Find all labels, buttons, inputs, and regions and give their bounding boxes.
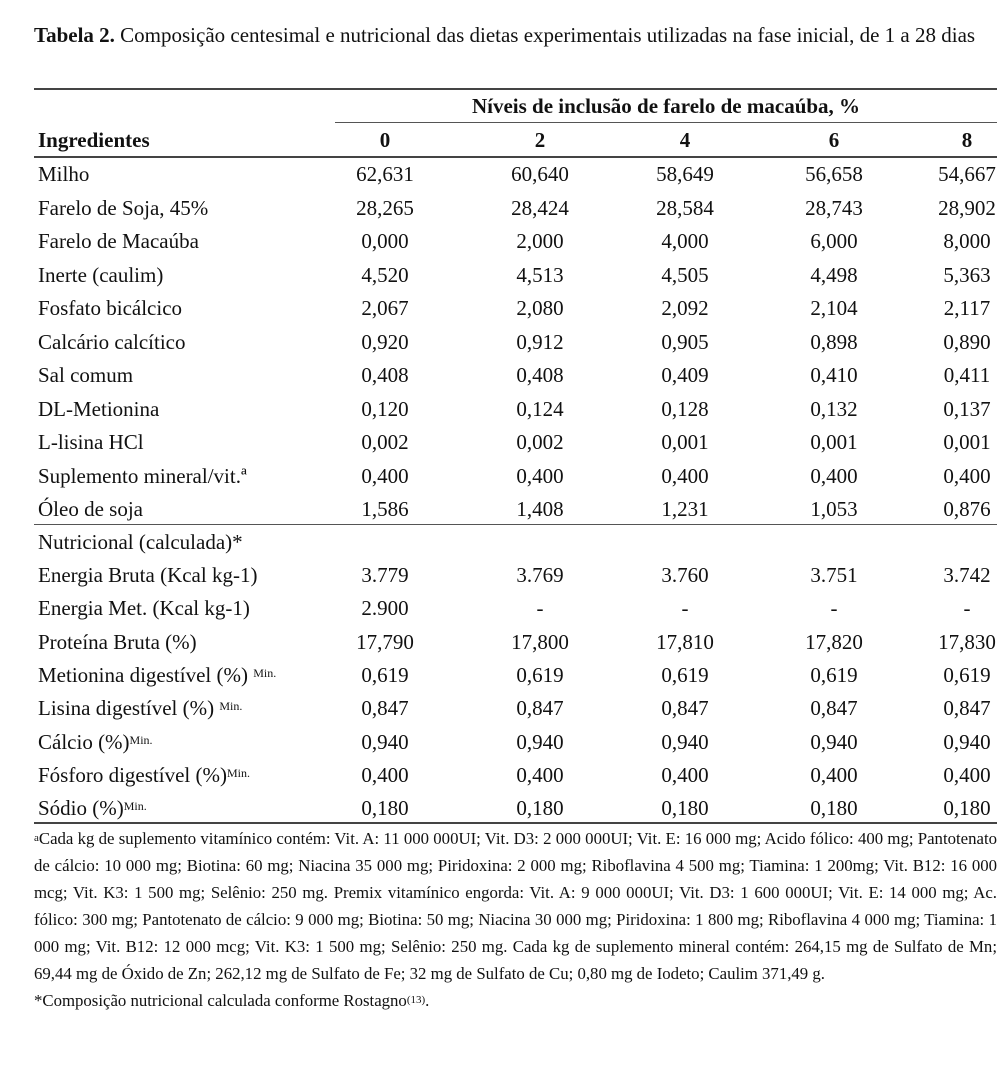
table-cell: 3.779: [361, 563, 409, 587]
table-cell: 1,586: [361, 497, 409, 521]
row-label-text: Suplemento mineral/vit.ª: [38, 463, 247, 488]
row-label-text: Calcário calcítico: [38, 329, 186, 354]
table-cell: 8,000: [943, 229, 991, 253]
top-rule: [34, 88, 997, 90]
table-row: [34, 225, 997, 258]
row-label-text: Fósforo digestível (%): [38, 762, 227, 787]
table-cell: 0,180: [943, 796, 991, 821]
row-label: [38, 292, 182, 325]
table-cell: 17,800: [511, 629, 569, 654]
row-label-text: Farelo de Macaúba: [38, 229, 199, 253]
table-cell: 0,410: [810, 363, 858, 387]
table-cell: 0,132: [810, 396, 858, 421]
row-label-text: Milho: [38, 162, 90, 186]
table-cell: 28,743: [805, 195, 863, 220]
table-cell: 1,408: [516, 497, 564, 521]
table-cell: -: [830, 596, 838, 621]
row-label: [38, 759, 250, 792]
table-row: [34, 259, 997, 292]
table-cell: 0,180: [516, 796, 564, 821]
table-cell: 4,520: [361, 262, 409, 287]
table-cell: 2,000: [516, 229, 564, 253]
table-cell: 0,120: [361, 396, 409, 421]
table-cell: 0,400: [361, 762, 409, 787]
row-label: [38, 359, 133, 392]
table-cell: 0,940: [943, 729, 991, 754]
row-label: [38, 792, 147, 825]
col-header-2: 2: [534, 128, 546, 152]
table-cell: 0,940: [516, 729, 564, 754]
table-cell: 0,180: [810, 796, 858, 821]
row-label: [38, 592, 250, 625]
row-label-text: DL-Metionina: [38, 396, 160, 421]
table-cell: 0,128: [661, 396, 709, 421]
table-cell: 0,876: [943, 497, 991, 521]
table-cell: 3.751: [810, 563, 858, 587]
row-header-ingredientes: Ingredientes: [38, 128, 150, 152]
table-cell: 0,400: [516, 762, 564, 787]
footnote-star-ref: (13): [406, 994, 426, 1006]
table-cell: -: [681, 596, 689, 621]
row-label-text: Proteína Bruta (%): [38, 629, 197, 654]
table-row: [34, 559, 997, 592]
table-cell: 0,847: [361, 696, 409, 721]
row-label-superscript: Min.: [129, 732, 153, 747]
table-cell: 17,830: [938, 629, 996, 654]
table-cell: 17,810: [656, 629, 714, 654]
table-cell: 0,619: [661, 662, 709, 687]
table-cell: 0,000: [361, 229, 409, 253]
table-cell: 0,180: [361, 796, 409, 821]
table-cell: 5,363: [943, 262, 991, 287]
table-cell: 17,790: [356, 629, 414, 654]
footnote-a-text: Cada kg de suplemento vitamínico contém: Vit. A: 11 000 000UI; Vit. D3: 2 000 000UI; Vit. E: 16 000 mg; Acido fólico: 400 mg; Pantotenato de cálcio: 10 000 mg; Biotina: 60 mg; Niacina 35 000 mg; Piridoxina: 2 000 mg; Riboflavina 4 500 mg; Tiamina: 1 200mg; Vit. B12: 16 000 mcg; Vit. K3: 1 500 mg; Selênio: 250 mg. Premix vitamínico engorda: Vit. A: 9 000 000UI; Vit. D3: 1 600 000UI; Vit. E: 14 000 mg; Ac. fólico: 300 mg; Pantotenato de cálcio: 9 000 mg; Biotina: 50 mg; Niacina 30 000 mg; Piridoxina: 1 800 mg; Riboflavina 4 000 mg; Tiamina: 1 000 mg; Vit. B12: 12 000 mcg; Vit. K3: 1 500 mg; Selênio: 250 mg. Cada kg de suplemento mineral contém: 264,15 mg de Sulfato de Mn; 69,44 mg de Óxido de Zn; 262,12 mg de Sulfato de Fe; 32 mg de Sulfato de Cu; 0,80 mg de Iodeto; Caulim 371,49 g.: [34, 829, 997, 983]
row-label: [38, 559, 257, 592]
table-cell: 0,409: [661, 363, 709, 387]
table-cell: 2,080: [516, 296, 564, 320]
footnote-a: [34, 825, 997, 987]
table-row: [34, 692, 997, 725]
row-label: [38, 158, 89, 191]
table-row: [34, 493, 997, 526]
table-row: [34, 326, 997, 359]
table-cell: 3.769: [516, 563, 564, 587]
table-cell: 0,408: [516, 363, 564, 387]
table-row: [34, 460, 997, 493]
row-label: [38, 726, 153, 759]
table-cell: 0,619: [810, 662, 858, 687]
table-bottom-rule: [34, 822, 997, 824]
footnote-star-end: .: [425, 991, 430, 1010]
row-label-text: Energia Bruta (Kcal kg-1): [38, 563, 258, 587]
table-cell: 3.760: [661, 563, 709, 587]
row-label-text: L-lisina HCl: [38, 430, 144, 454]
table-cell: 4,498: [810, 262, 858, 287]
table-cell: 60,640: [511, 162, 569, 186]
table-cell: 28,265: [356, 195, 414, 220]
row-label: [38, 326, 186, 359]
table-cell: 3.742: [943, 563, 991, 587]
table-cell: 62,631: [356, 162, 414, 186]
row-label-text: Metionina digestível (%): [38, 662, 254, 687]
table-cell: 6,000: [810, 229, 858, 253]
table-cell: 0,847: [661, 696, 709, 721]
col-header-0: 0: [379, 128, 391, 152]
table-cell: 0,400: [516, 463, 564, 488]
row-label-text: Fosfato bicálcico: [38, 296, 183, 320]
nutritional-header-label: Nutricional (calculada)*: [38, 530, 243, 554]
table-caption: [34, 20, 997, 51]
table-cell: 0,124: [516, 396, 564, 421]
table-cell: 54,667: [938, 162, 996, 186]
table-cell: 0,001: [943, 430, 991, 454]
row-label: [38, 692, 242, 725]
footnotes: [34, 825, 997, 1014]
table-cell: 0,619: [361, 662, 409, 687]
row-label-superscript: Min.: [123, 799, 147, 814]
nutritional-section-header: [34, 526, 997, 559]
table-cell: 0,400: [943, 762, 991, 787]
table-row: [34, 792, 997, 825]
table-cell: 0,411: [943, 363, 991, 387]
table-row: [34, 626, 997, 659]
row-label-text: Sal comum: [38, 363, 134, 387]
table-cell: -: [536, 596, 544, 621]
table-row: [34, 726, 997, 759]
table-row: [34, 426, 997, 459]
table-cell: 2,067: [361, 296, 409, 320]
caption-label: Tabela 2.: [34, 23, 115, 47]
table-cell: 0,408: [361, 363, 409, 387]
row-label-superscript: Min.: [253, 665, 277, 680]
table-cell: 0,002: [516, 430, 564, 454]
table-cell: 0,400: [810, 463, 858, 488]
table-cell: 28,584: [656, 195, 714, 220]
row-label: [38, 225, 199, 258]
table-row: [34, 158, 997, 191]
col-header-8: 8: [961, 128, 973, 152]
table-cell: 0,940: [661, 729, 709, 754]
table-cell: 0,847: [516, 696, 564, 721]
row-label: [38, 192, 208, 225]
table-cell: 17,820: [805, 629, 863, 654]
table-cell: 0,619: [516, 662, 564, 687]
table-cell: 0,400: [943, 463, 991, 488]
table-cell: 0,905: [661, 329, 709, 354]
table-cell: -: [963, 596, 971, 621]
table-cell: 0,847: [943, 696, 991, 721]
table-cell: 0,890: [943, 329, 991, 354]
table-row: [34, 393, 997, 426]
table-header-row: [34, 125, 997, 155]
row-label-text: Lisina digestível (%): [38, 696, 220, 721]
group-header-rule: [335, 122, 997, 123]
row-label: [38, 659, 276, 692]
column-group-header: Níveis de inclusão de farelo de macaúba, %: [471, 94, 861, 118]
row-label: [38, 393, 159, 426]
footnote-a-marker: a: [34, 832, 39, 844]
section-rule: [34, 524, 997, 525]
table-cell: 2,104: [810, 296, 858, 320]
row-label: [38, 426, 144, 459]
row-label-text: Inerte (caulim): [38, 262, 164, 287]
row-label-text: Farelo de Soja, 45%: [38, 195, 209, 220]
table-cell: 56,658: [805, 162, 863, 186]
row-label-text: Cálcio (%): [38, 729, 130, 754]
footnote-star: [34, 987, 997, 1014]
row-label-text: Energia Met. (Kcal kg-1): [38, 596, 250, 621]
row-label-superscript: Min.: [219, 699, 243, 714]
table-cell: 0,898: [810, 329, 858, 354]
table-cell: 0,400: [661, 762, 709, 787]
table-row: [34, 292, 997, 325]
table-row: [34, 759, 997, 792]
table-cell: 0,137: [943, 396, 991, 421]
col-header-6: 6: [828, 128, 840, 152]
table-cell: 0,619: [943, 662, 991, 687]
row-label: [38, 259, 163, 292]
row-label: [38, 460, 247, 493]
table-cell: 4,513: [516, 262, 564, 287]
table-cell: 2.900: [361, 596, 409, 621]
table-cell: 0,180: [661, 796, 709, 821]
table-cell: 0,940: [810, 729, 858, 754]
table-cell: 0,847: [810, 696, 858, 721]
table-cell: 2,092: [661, 296, 709, 320]
row-label-text: Óleo de soja: [38, 497, 143, 521]
table-cell: 0,920: [361, 329, 409, 354]
table-cell: 4,000: [661, 229, 709, 253]
table-cell: 1,231: [661, 497, 709, 521]
table-cell: 4,505: [661, 262, 709, 287]
row-label-text: Sódio (%): [38, 796, 124, 821]
caption-text: Composição centesimal e nutricional das dietas experimentais utilizadas na fase inicial, de 1 a 28 dias: [114, 23, 976, 47]
table-cell: 28,424: [511, 195, 569, 220]
table-cell: 2,117: [943, 296, 991, 320]
table-cell: 0,001: [661, 430, 709, 454]
table-cell: 0,912: [516, 329, 564, 354]
table-cell: 0,001: [810, 430, 858, 454]
row-label: [38, 493, 143, 526]
table-cell: 58,649: [656, 162, 714, 186]
table-cell: 28,902: [938, 195, 996, 220]
table-row: [34, 359, 997, 392]
row-label-superscript: Min.: [226, 765, 250, 780]
table-cell: 0,400: [361, 463, 409, 488]
table-cell: 0,002: [361, 430, 409, 454]
table-row: [34, 659, 997, 692]
table-cell: 0,400: [810, 762, 858, 787]
col-header-4: 4: [679, 128, 691, 152]
table-cell: 0,940: [361, 729, 409, 754]
table-cell: 1,053: [810, 497, 858, 521]
table-row: [34, 192, 997, 225]
table-cell: 0,400: [661, 463, 709, 488]
footnote-star-text: *Composição nutricional calculada conforme Rostagno: [34, 991, 407, 1010]
row-label: [38, 626, 197, 659]
table-row: [34, 592, 997, 625]
